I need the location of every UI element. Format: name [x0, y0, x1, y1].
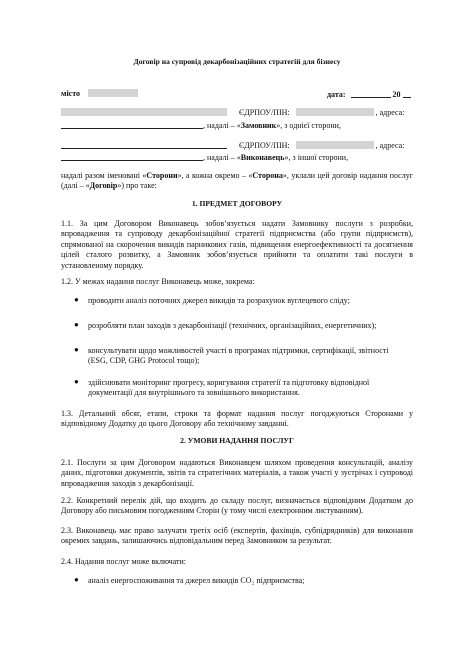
- clause-2-1: 2.1. Послуги за цим Договором надаються Виконавцем шляхом проведення консультацій, аналізу даних, підготовки документів, звітів та стратегічних матеріалів, а також участі у зустрічах і супроводі впровадження заходів з декарбонізації.: [61, 458, 413, 488]
- clause-2-3: 2.3. Виконавець має право залучати третіх осіб (експертів, фахівців, субпідрядників) для виконання окремих завдань, залишаючись відповідальним перед Замовником за результат.: [61, 526, 413, 546]
- list-item: здійснювати моніторинг прогресу, коригування стратегії та підготовку відповідної документації для внутрішнього та зовнішнього використання.: [88, 378, 370, 398]
- year-field[interactable]: [403, 89, 411, 98]
- party2-line1: [61, 140, 421, 151]
- party2-address-label: , адреса:: [375, 141, 405, 150]
- clause-1-3: 1.3. Детальний обсяг, етапи, строки та формат надання послуг погоджуються Сторонами у відповідному Додатку до цього Договору або технічному завданні.: [61, 409, 413, 429]
- clause-2-2: 2.2. Конкретний перелік дій, що входить до складу послуг, визначається відповідним Додатком до Договору або письмовим погодженням Сторін (у тому числі електронним листуванням).: [61, 496, 413, 516]
- date-label: дата:: [327, 90, 346, 99]
- party2-edrpou-label: ЄДРПОУ/ПІН:: [239, 141, 290, 150]
- preamble-bold-2: Сторона: [252, 171, 283, 180]
- party2-name-field[interactable]: [61, 140, 227, 149]
- party1-line2: [61, 120, 441, 131]
- party2-edrpou-field[interactable]: [296, 141, 374, 149]
- preamble: [61, 171, 413, 192]
- preamble-bold-3: Договір: [89, 181, 118, 191]
- party1-name-field[interactable]: [61, 108, 227, 116]
- date-field[interactable]: [351, 89, 391, 98]
- bullet-marker: ●: [74, 320, 79, 329]
- clause-1-2: 1.2. У межах надання послуг Виконавець може, зокрема:: [61, 277, 255, 286]
- party2-line2-pre: , надалі – «: [203, 153, 241, 162]
- party1-edrpou-field[interactable]: [296, 108, 374, 116]
- year-prefix: 20: [392, 90, 401, 99]
- list-item: розробляти план заходів з декарбонізації (технічних, організаційних, енергетичних);: [88, 321, 377, 330]
- city-field[interactable]: [88, 89, 138, 97]
- party1-address-label: , адреса:: [375, 108, 405, 117]
- bullet-marker: ●: [74, 575, 79, 584]
- bullet-marker: ●: [74, 345, 79, 354]
- date-row: [327, 89, 411, 100]
- city-row: [61, 89, 138, 99]
- document-title: Договір на супровід декарбонізаційних стратегій для бізнесу: [133, 57, 341, 66]
- party2-line2-post: », з іншої сторони,: [284, 153, 349, 162]
- preamble-bold-1: Сторони: [146, 171, 178, 180]
- clause-2-4: 2.4. Надання послуг може включати:: [61, 557, 187, 566]
- party2-role: Виконавець: [240, 153, 285, 162]
- party1-address-field[interactable]: [61, 120, 203, 129]
- bullet-marker: ●: [74, 295, 79, 304]
- preamble-text-3: », уклали цей договір надання послуг (далі – «: [61, 171, 414, 191]
- preamble-text-2: », а кожна окремо – «: [177, 171, 253, 180]
- section2-heading: 2. УМОВИ НАДАННЯ ПОСЛУГ: [180, 436, 294, 445]
- party1-role: Замовник: [240, 121, 277, 130]
- party1-line2-post: », з однієї сторони,: [276, 121, 341, 130]
- party1-line2-pre: , надалі – «: [203, 121, 241, 130]
- party1-line1: [61, 108, 421, 118]
- preamble-text-1: надалі разом іменовані «: [61, 171, 147, 180]
- preamble-text-4: ») про таке:: [117, 181, 157, 191]
- bullet-marker: ●: [74, 377, 79, 386]
- list-item: проводити аналіз поточних джерел викидів та розрахунок вуглецевого сліду;: [88, 296, 350, 305]
- party2-line2: [61, 152, 441, 163]
- clause-1-1: 1.1. За цим Договором Виконавець зобов’язується надати Замовнику послуги з розробки, впровадження та супроводу декарбонізаційної стратегії підприємства (або групи підприємств), спрямованої на скорочення викидів парникових газів, підвищення енергоефективності та досягнення цілей сталого розвитку, а Замовник зобов’язується прийняти та оплатити такі послуги в установленому порядку.: [61, 219, 413, 270]
- city-label: місто: [61, 89, 81, 98]
- party1-edrpou-label: ЄДРПОУ/ПІН:: [239, 108, 290, 117]
- list-item: консультувати щодо можливостей участі в програмах підтримки, сертифікації, звітності (ESG, CDP, GHG Protocol тощо);: [88, 346, 389, 366]
- section1-heading: 1. ПРЕДМЕТ ДОГОВОРУ: [191, 199, 283, 208]
- party2-address-field[interactable]: [61, 152, 203, 161]
- list-item: аналіз енергоспоживання та джерел викидів CO₂ підприємства;: [88, 576, 305, 585]
